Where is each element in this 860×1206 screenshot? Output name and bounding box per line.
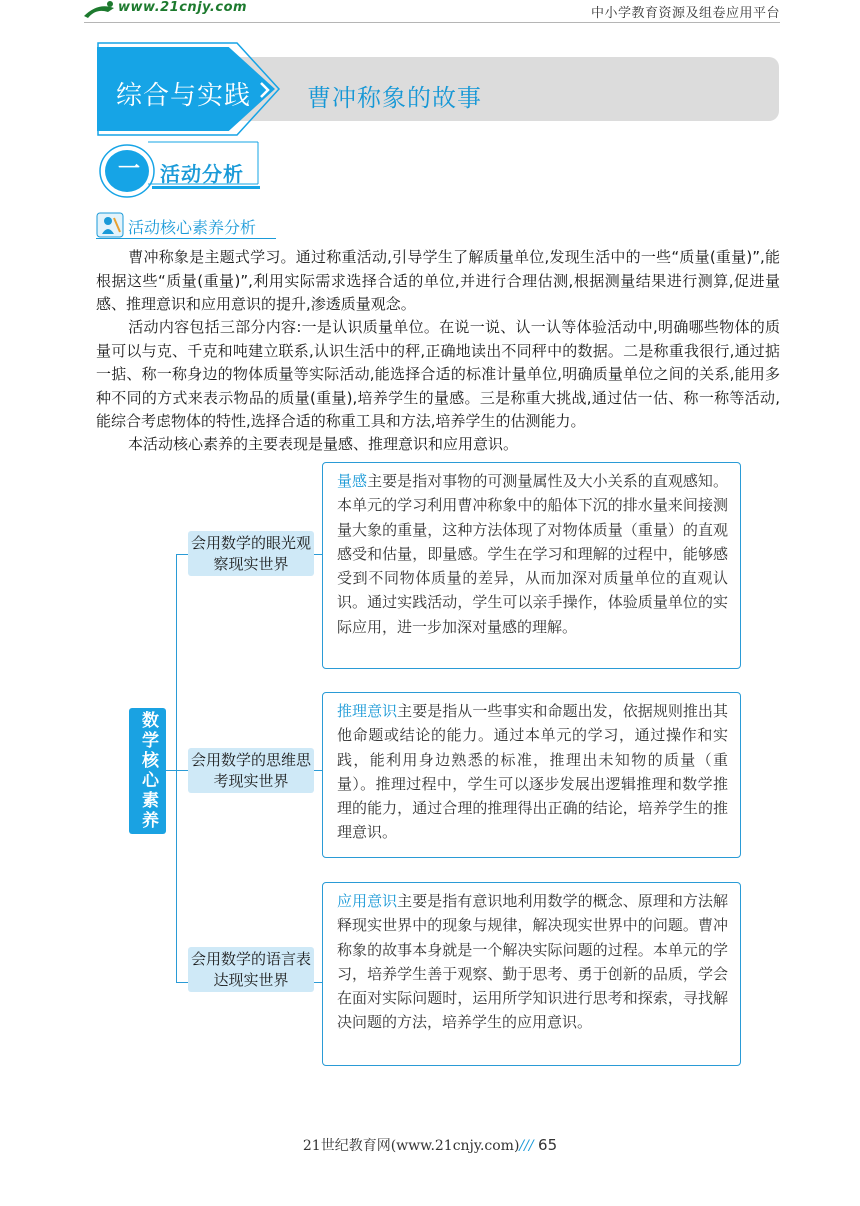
platform-name: 中小学教育资源及组卷应用平台	[590, 6, 780, 21]
connector-branch-1	[176, 554, 188, 555]
paragraph-content: 活动内容包括三部分内容:一是认识质量单位。在说一说、认一认等体验活动中,明确哪些物体的质量可以与克、千克和吨建立联系,认识生活中的秤,正确地读出不同秤中的数据。二是称重我很行,通过掂一掂、称一称身边的物体质量等实际活动,能选择合适的标准计量单位,明确质量单位之间的关系,能用多种不同的方式来表示物品的质量(重量),培养学生的量感。三是称重大挑战,通过估一估、称一称等活动,能综合考虑物体的特性,选择合适的称重工具和方法,培养学生的估测能力。	[96, 318, 780, 430]
detail-text: 主要是指从一些事实和命题出发，依据规则推出其他命题或结论的能力。通过本单元的学习，通过操作和实践，能利用身边熟悉的标准，推理出未知物的质量（重量）。推理过程中，学生可以逐步发展出逻辑推理和数学推理的能力，通过合理的推理得出正确的结论，培养学生的推理意识。	[337, 702, 728, 842]
detail-quantity-sense	[322, 462, 741, 669]
logo-url: www.21cnjy.com	[118, 0, 248, 15]
detail-application	[322, 882, 741, 1066]
category-observe: 会用数学的眼光观察现实世界	[188, 531, 314, 576]
term-reasoning: 推理意识	[337, 702, 398, 720]
category-think: 会用数学的思维思考现实世界	[188, 748, 314, 793]
connector-vertical	[176, 554, 177, 982]
term-application: 应用意识	[337, 892, 398, 910]
page-footer	[0, 1135, 860, 1155]
paragraph-intro: 曹冲称象是主题式学习。通过称重活动,引导学生了解质量单位,发现生活中的一些“质量(重量)”,能根据这些“质量(重量)”,利用实际需求选择合适的单位,并进行合理估测,根据测量结果进行测算,促进量感、推理意识和应用意识的提升,渗透质量观念。	[96, 248, 780, 313]
section-number: 一	[117, 157, 140, 182]
footer-site: 21世纪教育网(www.21cnjy.com)	[302, 1138, 520, 1154]
header-divider	[84, 22, 780, 23]
subheading: 活动核心素养分析	[128, 218, 257, 237]
core-literacy-label: 数学核心素养	[129, 708, 166, 834]
section-label: 活动分析	[160, 162, 244, 186]
term-quantity-sense: 量感	[337, 472, 368, 490]
pencil-icon	[96, 212, 124, 238]
connector-branch-2	[176, 770, 188, 771]
page-title: 综合与实践	[116, 81, 252, 111]
footer-slashes: ///	[519, 1138, 534, 1154]
detail-text: 主要是指有意识地利用数学的概念、原理和方法解释现实世界中的现象与规律，解决现实世界中的问题。曹冲称象的故事本身就是一个解决实际问题的过程。本单元的学习，培养学生善于观察、勤于思考、勇于创新的品质，学会在面对实际问题时，运用所学知识进行思考和探索，寻找解决问题的方法，培养学生的应用意识。	[337, 892, 728, 1032]
category-express: 会用数学的语言表达现实世界	[188, 947, 314, 992]
page-subtitle: 曹冲称象的故事	[307, 84, 482, 112]
chevron-right-icon	[258, 80, 272, 100]
connector-branch-3	[176, 982, 188, 983]
detail-text: 主要是指对事物的可测量属性及大小关系的直观感知。本单元的学习利用曹冲称象中的船体下沉的排水量来间接测量大象的重量，这种方法体现了对物体质量（重量）的直观感受和估量，即量感。学生在学习和理解的过程中，能够感受到不同物体质量的差异，从而加深对质量单位的直观认识。通过实践活动，学生可以亲手操作，体验质量单位的实际应用，进一步加深对量感的理解。	[337, 472, 728, 636]
paragraph-summary: 本活动核心素养的主要表现是量感、推理意识和应用意识。	[128, 435, 519, 453]
subheading-underline	[96, 238, 276, 239]
page-number: 65	[538, 1136, 558, 1154]
title-banner-background	[206, 57, 779, 121]
detail-reasoning	[322, 692, 741, 858]
